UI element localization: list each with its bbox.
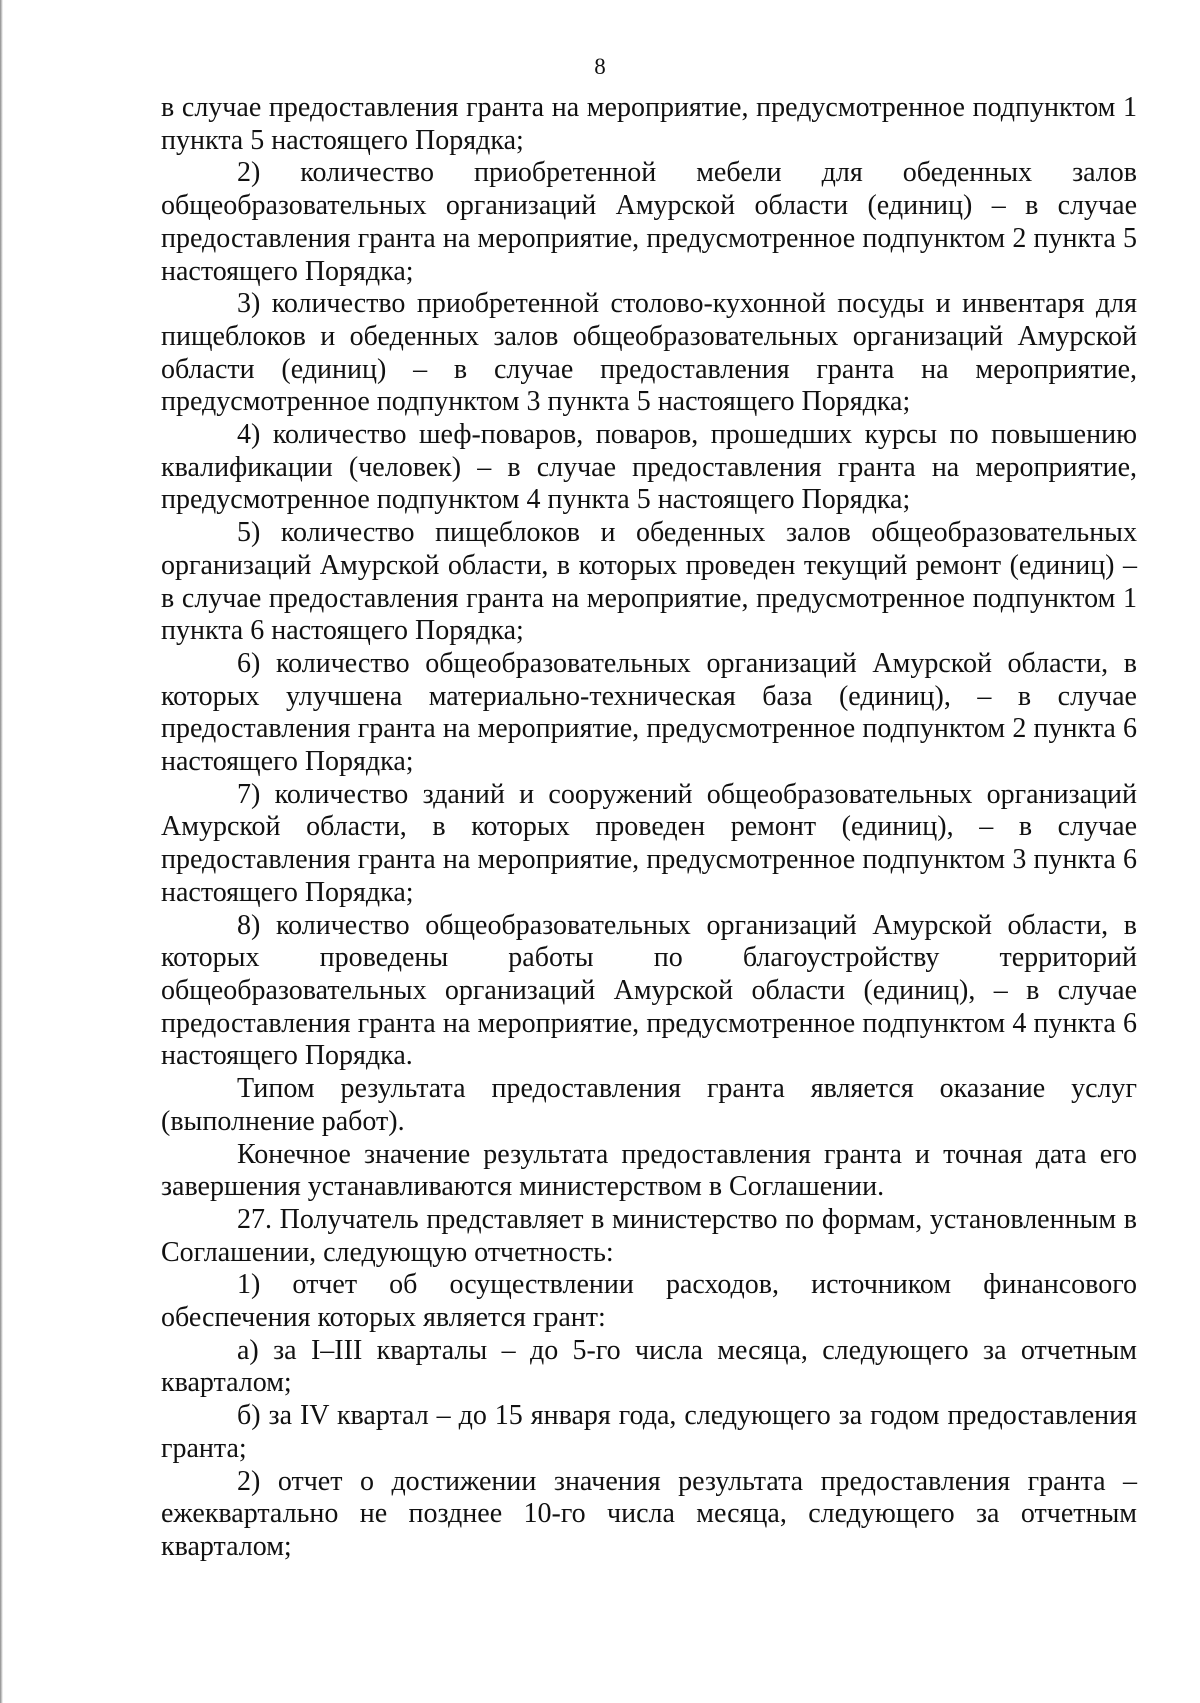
paragraph-report-1a: а) за I–III кварталы – до 5-го числа месяца, следующего за отчетным кварталом;	[161, 1334, 1137, 1399]
paragraph-item-5: 5) количество пищеблоков и обеденных залов общеобразовательных организаций Амурской области, в которых проведен текущий ремонт (единиц) – в случае предоставления гранта на мероприятие, предусмотренное подпунктом 1 пункта 6 настоящего Порядка;	[161, 517, 1137, 647]
paragraph-item-2: 2) количество приобретенной мебели для обеденных залов общеобразовательных организаций Амурской области (единиц) – в случае предоставления гранта на мероприятие, предусмотренное подпунктом 2 пункта 5 настоящего Порядка;	[161, 157, 1137, 287]
paragraph-clause-27: 27. Получатель представляет в министерство по формам, установленным в Соглашении, следующую отчетность:	[161, 1203, 1137, 1268]
paragraph-item-7: 7) количество зданий и сооружений общеобразовательных организаций Амурской области, в которых проведен ремонт (единиц), – в случае предоставления гранта на мероприятие, предусмотренное подпунктом 3 пункта 6 настоящего Порядка;	[161, 778, 1137, 908]
paragraph-final-value: Конечное значение результата предоставления гранта и точная дата его завершения устанавливаются министерством в Соглашении.	[161, 1138, 1137, 1203]
document-body	[161, 92, 1137, 1564]
paragraph-continuation: в случае предоставления гранта на мероприятие, предусмотренное подпунктом 1 пункта 5 настоящего Порядка;	[161, 92, 1137, 156]
paragraph-item-4: 4) количество шеф-поваров, поваров, прошедших курсы по повышению квалификации (человек) – в случае предоставления гранта на мероприятие, предусмотренное подпунктом 4 пункта 5 настоящего Порядка;	[161, 419, 1137, 516]
scan-edge	[0, 0, 3, 1703]
paragraph-item-6: 6) количество общеобразовательных организаций Амурской области, в которых улучшена материально-техническая база (единиц), – в случае предоставления гранта на мероприятие, предусмотренное подпунктом 2 пункта 6 настоящего Порядка;	[161, 647, 1137, 778]
paragraph-report-1: 1) отчет об осуществлении расходов, источником финансового обеспечения которых является грант:	[161, 1269, 1137, 1334]
paragraph-item-3: 3) количество приобретенной столово-кухонной посуды и инвентаря для пищеблоков и обеденных залов общеобразовательных организаций Амурской области (единиц) – в случае предоставления гранта на мероприятие, предусмотренное подпунктом 3 пункта 5 настоящего Порядка;	[161, 288, 1137, 418]
paragraph-result-type: Типом результата предоставления гранта является оказание услуг (выполнение работ).	[161, 1073, 1137, 1137]
page-number: 8	[594, 54, 606, 79]
paragraph-report-1b: б) за IV квартал – до 15 января года, следующего за годом предоставления гранта;	[161, 1400, 1137, 1464]
paragraph-item-8: 8) количество общеобразовательных организаций Амурской области, в которых проведены работы по благоустройству территорий общеобразовательных организаций Амурской области (единиц), – в случае предоставления гранта на мероприятие, предусмотренное подпунктом 4 пункта 6 настоящего Порядка.	[161, 909, 1137, 1072]
paragraph-report-2: 2) отчет о достижении значения результата предоставления гранта – ежеквартально не позднее 10-го числа месяца, следующего за отчетным кварталом;	[161, 1465, 1137, 1562]
